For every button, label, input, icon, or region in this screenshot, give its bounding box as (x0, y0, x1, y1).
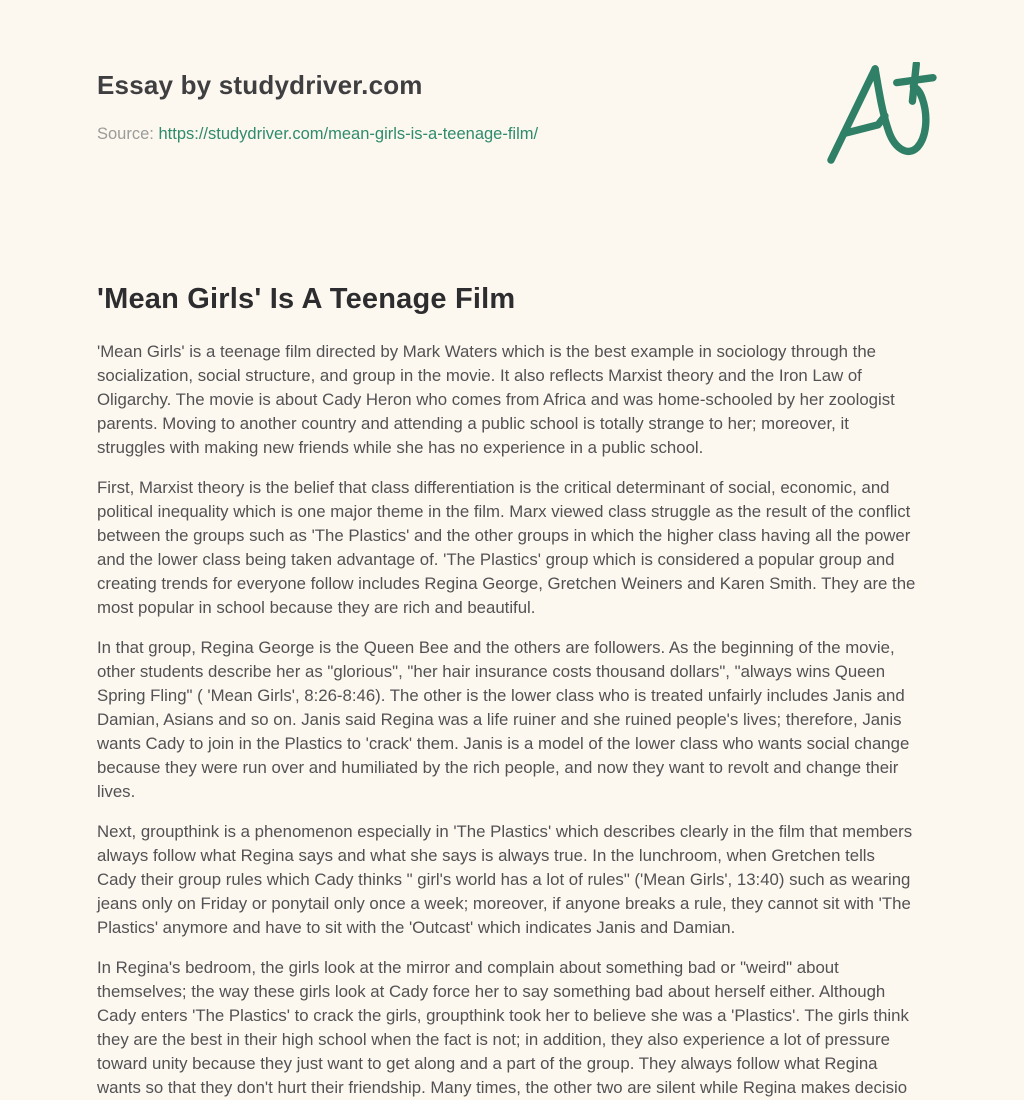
source-line (97, 125, 538, 144)
essay-paragraph: First, Marxist theory is the belief that class differentiation is the critical determinant of social, economic, and political inequality which is one major theme in the film. Marx viewed class struggle as the result of the conflict between the groups such as 'The Plastics' and the other groups in which the higher class having all the power and the lower class being taken advantage of. 'The Plastics' group which is considered a popular group and creating trends for everyone follow includes Regina George, Gretchen Weiners and Karen Smith. They are the most popular in school because they are rich and beautiful. (97, 478, 916, 617)
essay-article (97, 283, 917, 1100)
page-header (97, 70, 938, 171)
essay-paragraph: In that group, Regina George is the Queen Bee and the others are followers. As the beginning of the movie, other students describe her as "glorious", "her hair insurance costs thousand dollars", "always wins Queen Spring Fling" ( 'Mean Girls', 8:26-8:46). The other is the lower class who is treated unfairly includes Janis and Damian, Asians and so on. Janis said Regina was a life ruiner and she ruined people's lives; therefore, Janis wants Cady to join in the Plastics to 'crack' them. Janis is a model of the lower class who wants social change because they were run over and humiliated by the rich people, and now they want to revolt and change their lives. (97, 638, 910, 801)
a-plus-logo-icon (822, 62, 940, 166)
essay-paragraph: Next, groupthink is a phenomenon especially in 'The Plastics' which describes clearly in the film that members always follow what Regina says and what she says is always true. In the lunchroom, when Gretchen tells Cady their group rules which Cady thinks " girl's world has a lot of rules" ('Mean Girls', 13:40) such as wearing jeans only on Friday or ponytail only once a week; moreover, if anyone breaks a rule, they cannot sit with 'The Plastics' anymore and have to sit with the 'Outcast' which indicates Janis and Damian. (97, 822, 913, 937)
header-text-block (97, 70, 538, 144)
logo-plus-vertical (912, 64, 916, 101)
header-title: Essay by studydriver.com (97, 70, 423, 100)
essay-title: 'Mean Girls' Is A Teenage Film (97, 283, 516, 315)
essay-paragraph: In Regina's bedroom, the girls look at the mirror and complain about something bad or "weird" about themselves; the way these girls look at Cady force her to say something bad about herself either. Although Cady enters 'The Plastics' to crack the girls, groupthink took her to believe she was a 'Plastics'. The girls think they are the best in their high school when the fact is not; in addition, they also experience a lot of pressure toward unity because they just want to get along and a part of the group. They always follow what Regina wants so that they don't hurt their friendship. Many times, the other two are silent while Regina makes decisio (97, 958, 909, 1097)
source-label: Source: (97, 125, 154, 143)
source-link[interactable]: https://studydriver.com/mean-girls-is-a-teenage-film/ (158, 125, 539, 143)
essay-paragraph: 'Mean Girls' is a teenage film directed by Mark Waters which is the best example in sociology through the socialization, social structure, and group in the movie. It also reflects Marxist theory and the Iron Law of Oligarchy. The movie is about Cady Heron who comes from Africa and was home-schooled by her zoologist parents. Moving to another country and attending a public school is totally strange to her; moreover, it struggles with making new friends while she has no experience in a public school. (97, 342, 895, 457)
a-plus-logo (822, 62, 940, 171)
logo-a-left-leg (831, 69, 875, 160)
